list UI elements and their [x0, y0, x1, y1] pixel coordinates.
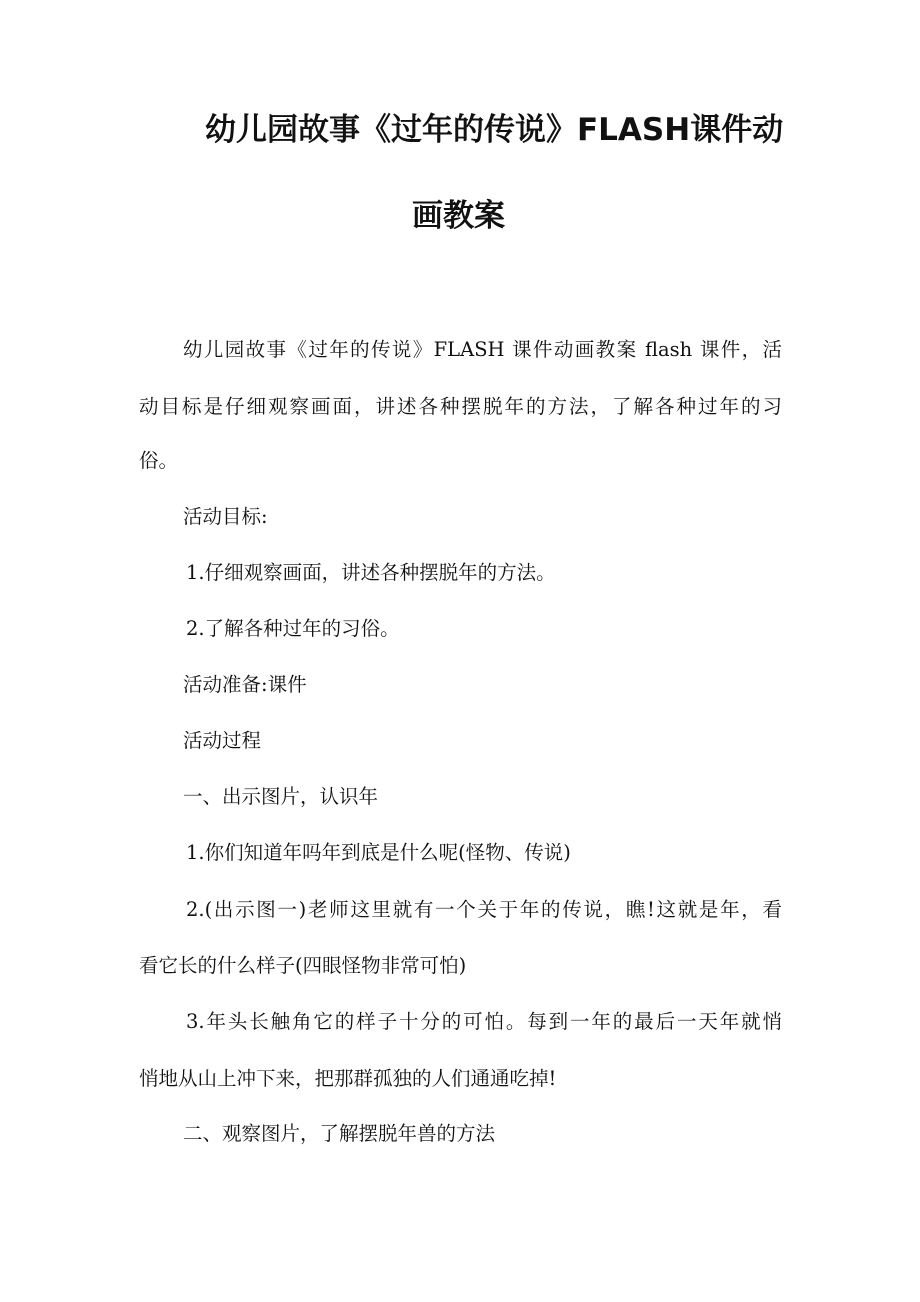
preparation: 活动准备:课件: [183, 673, 307, 696]
intro-line: 幼儿园故事《过年的传说》FLASH 课件动画教案 flash 课件，活: [183, 338, 782, 361]
goals-heading: 活动目标:: [183, 505, 268, 528]
intro-line: 俗。: [139, 449, 179, 472]
goal-item: 1.仔细观察画面，讲述各种摆脱年的方法。: [186, 561, 556, 584]
section-heading: 一、出示图片，认识年: [183, 785, 379, 808]
step-item: 3.年头长触角它的样子十分的可怕。每到一年的最后一天年就悄: [186, 1010, 782, 1033]
process-heading: 活动过程: [183, 729, 262, 752]
title-line-2: 画教案: [412, 198, 505, 234]
step-item-continued: 看它长的什么样子(四眼怪物非常可怕): [139, 954, 467, 977]
title-line-1: 幼儿园故事《过年的传说》FLASH课件动: [205, 112, 784, 148]
intro-line: 动目标是仔细观察画面，讲述各种摆脱年的方法，了解各种过年的习: [139, 395, 782, 418]
step-item: 2.(出示图一)老师这里就有一个关于年的传说，瞧!这就是年，看: [186, 898, 782, 921]
goal-item: 2.了解各种过年的习俗。: [186, 617, 400, 640]
step-item-continued: 悄地从山上冲下来，把那群孤独的人们通通吃掉!: [139, 1067, 557, 1090]
step-item: 1.你们知道年吗年到底是什么呢(怪物、传说): [186, 841, 571, 864]
section-heading: 二、观察图片，了解摆脱年兽的方法: [183, 1122, 496, 1145]
